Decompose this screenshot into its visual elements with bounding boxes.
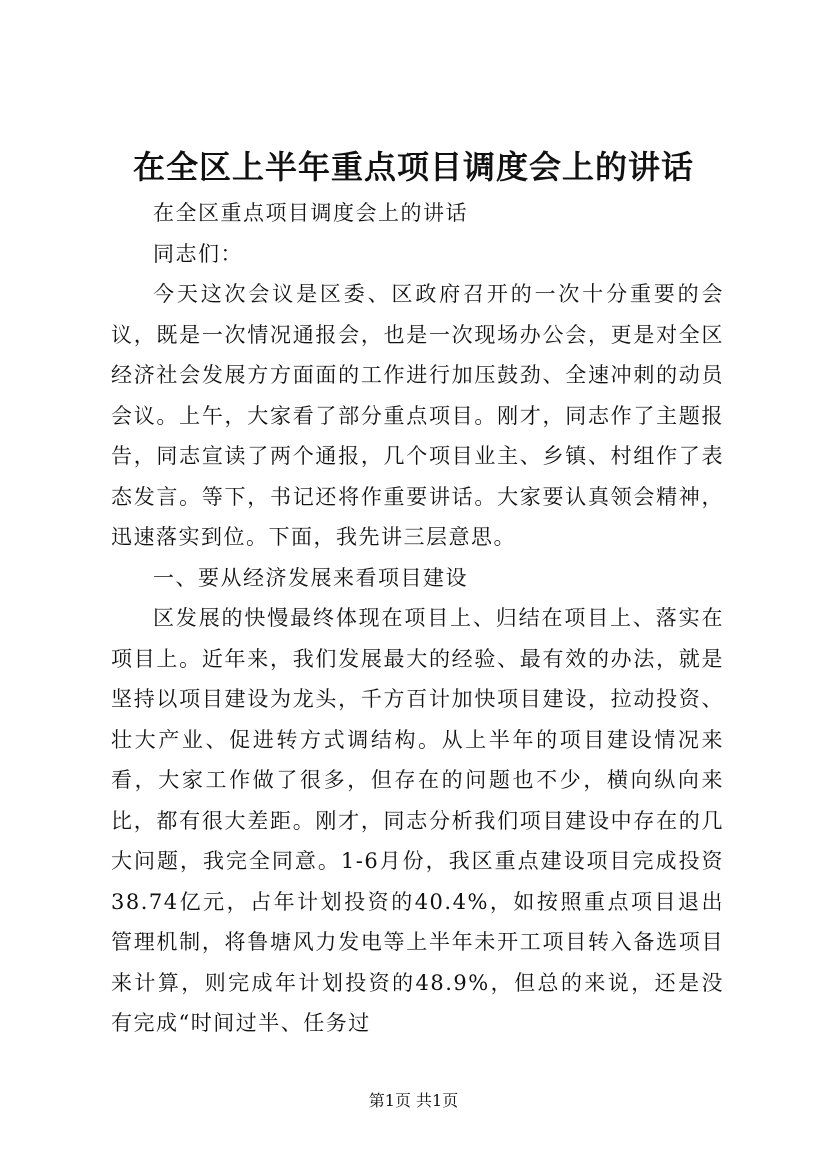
salutation-paragraph: 同志们： — [153, 241, 243, 266]
intro-paragraph: 今天这次会议是区委、区政府召开的一次十分重要的会议，既是一次情况通报会，也是一次现场办公会，更是对全区经济社会发展方方面面的工作进行加压鼓劲、全速冲刺的动员会议。上午，大家看了部分重点项目。刚才，同志作了主题报告，同志宣读了两个通报，几个项目业主、乡镇、村组作了表态发言。等下，书记还将作重要讲话。大家要认真领会精神，迅速落实到位。下面，我先讲三层意思。 — [111, 282, 724, 549]
document-title: 在全区上半年重点项目调度会上的讲话 — [132, 148, 694, 186]
document-body — [111, 193, 724, 1044]
subtitle-paragraph: 在全区重点项目调度会上的讲话 — [153, 201, 468, 225]
section-heading: 一、要从经济发展来看项目建设 — [153, 565, 468, 590]
section-paragraph: 区发展的快慢最终体现在项目上、归结在项目上、落实在项目上。近年来，我们发展最大的经验、最有效的办法，就是坚持以项目建设为龙头，千方百计加快项目建设，拉动投资、壮大产业、促进转方式调结构。从上半年的项目建设情况来看，大家工作做了很多，但存在的问题也不少，横向纵向来比，都有很大差距。刚才，同志分析我们项目建设中存在的几大问题，我完全同意。1-6月份，我区重点建设项目完成投资38.74亿元，占年计划投资的40.4%，如按照重点项目退出管理机制，将鲁塘风力发电等上半年未开工项目转入备选项目来计算，则完成年计划投资的48.9%，但总的来说，还是没有完成“时间过半、任务过 — [111, 606, 724, 1035]
page-footer: 第1页 共1页 — [368, 1091, 459, 1110]
